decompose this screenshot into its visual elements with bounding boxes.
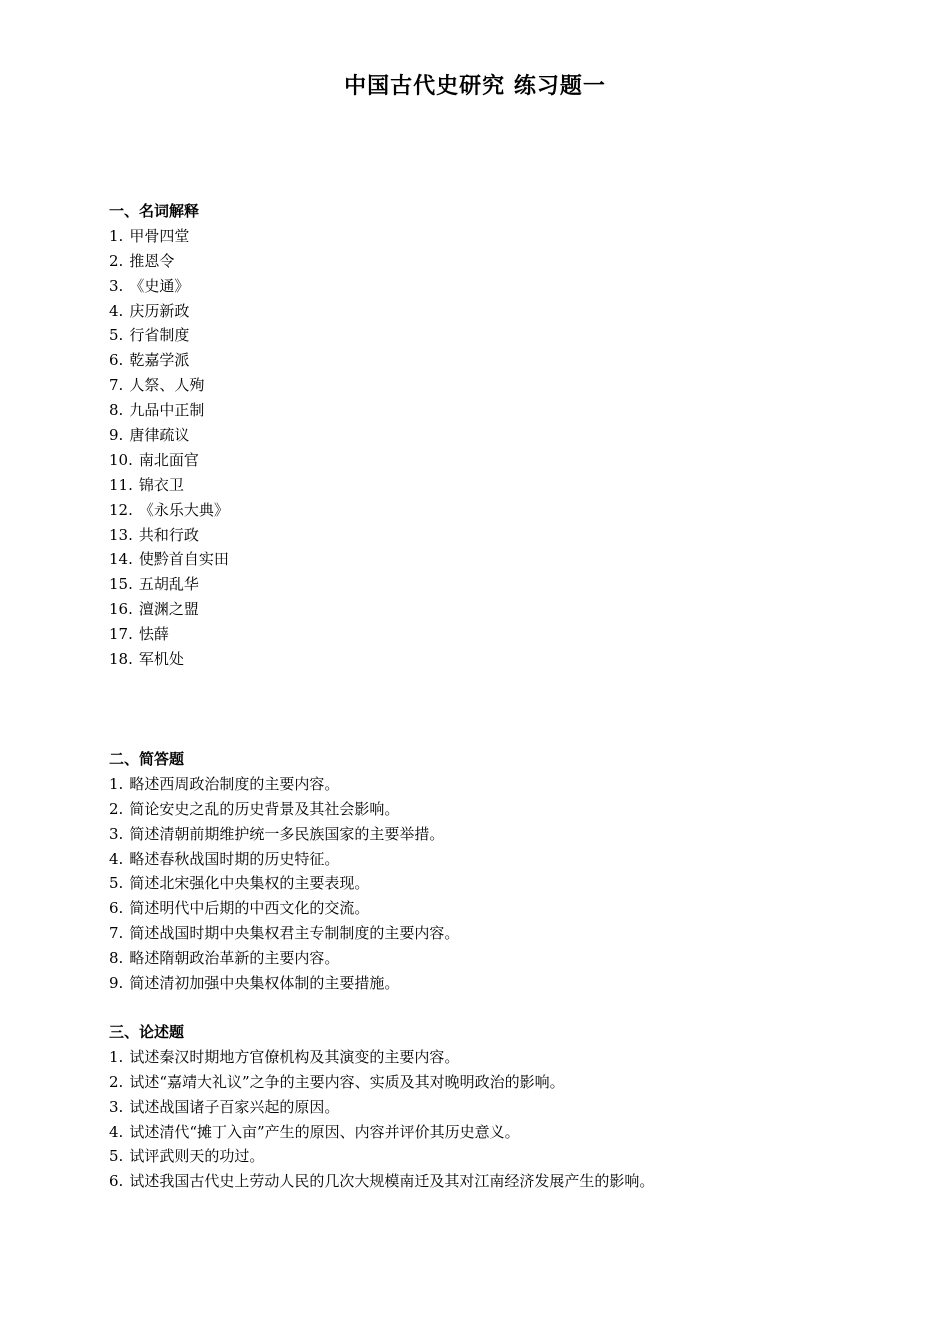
item-number: 5. <box>109 1147 124 1166</box>
question-list <box>109 224 889 672</box>
item-text: 怯薛 <box>138 625 169 644</box>
item-text: 使黔首自实田 <box>138 550 229 569</box>
list-item <box>109 971 889 996</box>
list-item <box>109 423 889 448</box>
item-text: 唐律疏议 <box>129 426 190 445</box>
item-text: 共和行政 <box>138 525 199 544</box>
list-item <box>109 323 889 348</box>
list-item <box>109 1045 889 1070</box>
item-number: 2. <box>109 251 124 270</box>
list-item <box>109 847 889 872</box>
list-item <box>109 547 889 572</box>
item-text: 试述我国古代史上劳动人民的几次大规模南迁及其对江南经济发展产生的影响。 <box>129 1172 655 1191</box>
item-number: 16. <box>109 600 133 619</box>
item-text: 行省制度 <box>129 326 190 345</box>
item-number: 9. <box>109 426 124 445</box>
list-item <box>109 871 889 896</box>
item-text: 庆历新政 <box>129 301 190 320</box>
item-text: 乾嘉学派 <box>129 351 190 370</box>
item-text: 简论安史之乱的历史背景及其社会影响。 <box>129 799 400 818</box>
item-number: 1. <box>109 1047 124 1066</box>
item-text: 试述秦汉时期地方官僚机构及其演变的主要内容。 <box>129 1047 460 1066</box>
item-text: 简述清朝前期维护统一多民族国家的主要举措。 <box>129 824 445 843</box>
item-text: 军机处 <box>138 650 184 669</box>
item-number: 11. <box>109 475 133 494</box>
item-text: 简述清初加强中央集权体制的主要措施。 <box>129 974 400 993</box>
list-item <box>109 274 889 299</box>
list-item <box>109 473 889 498</box>
list-item <box>109 1144 889 1169</box>
item-number: 2. <box>109 1072 124 1091</box>
list-item <box>109 398 889 423</box>
item-text: 锦衣卫 <box>138 475 184 494</box>
item-number: 4. <box>109 1122 124 1141</box>
list-item <box>109 373 889 398</box>
item-text: 《史通》 <box>129 276 190 295</box>
list-item <box>109 249 889 274</box>
section-heading: 三、论述题 <box>109 1023 185 1041</box>
list-item <box>109 224 889 249</box>
item-number: 4. <box>109 849 124 868</box>
item-text: 试述清代“摊丁入亩”产生的原因、内容并评价其历史意义。 <box>129 1122 520 1141</box>
item-text: 《永乐大典》 <box>138 500 229 519</box>
item-number: 3. <box>109 1097 124 1116</box>
item-text: 简述战国时期中央集权君主专制制度的主要内容。 <box>129 924 460 943</box>
list-item <box>109 448 889 473</box>
item-text: 试述“嘉靖大礼议”之争的主要内容、实质及其对晚明政治的影响。 <box>129 1072 565 1091</box>
page-title: 中国古代史研究 练习题一 <box>344 74 606 99</box>
item-text: 人祭、人殉 <box>129 376 205 395</box>
section-heading: 二、简答题 <box>109 750 185 768</box>
list-item <box>109 946 889 971</box>
item-text: 试述战国诸子百家兴起的原因。 <box>129 1097 340 1116</box>
item-text: 简述明代中后期的中西文化的交流。 <box>129 899 370 918</box>
item-number: 15. <box>109 575 133 594</box>
item-number: 7. <box>109 376 124 395</box>
item-number: 6. <box>109 351 124 370</box>
item-number: 9. <box>109 974 124 993</box>
list-item <box>109 797 889 822</box>
item-text: 九品中正制 <box>129 401 205 420</box>
list-item <box>109 348 889 373</box>
list-item <box>109 597 889 622</box>
list-item <box>109 921 889 946</box>
list-item <box>109 1095 889 1120</box>
item-number: 3. <box>109 276 124 295</box>
list-item <box>109 622 889 647</box>
list-item <box>109 1070 889 1095</box>
item-number: 2. <box>109 799 124 818</box>
list-item <box>109 1169 889 1194</box>
item-text: 甲骨四堂 <box>129 226 190 245</box>
item-number: 6. <box>109 899 124 918</box>
question-list <box>109 772 889 996</box>
question-list <box>109 1045 889 1194</box>
item-text: 南北面官 <box>138 450 199 469</box>
list-item <box>109 822 889 847</box>
list-item <box>109 772 889 797</box>
item-number: 5. <box>109 326 124 345</box>
item-text: 略述隋朝政治革新的主要内容。 <box>129 949 340 968</box>
item-number: 13. <box>109 525 133 544</box>
item-number: 18. <box>109 650 133 669</box>
item-text: 简述北宋强化中央集权的主要表现。 <box>129 874 370 893</box>
item-number: 7. <box>109 924 124 943</box>
section-short-answer <box>109 747 889 996</box>
section-heading: 一、名词解释 <box>109 202 200 220</box>
section-essay <box>109 1020 889 1194</box>
item-number: 8. <box>109 949 124 968</box>
item-number: 6. <box>109 1172 124 1191</box>
item-number: 8. <box>109 401 124 420</box>
item-text: 略述春秋战国时期的历史特征。 <box>129 849 340 868</box>
list-item <box>109 299 889 324</box>
list-item <box>109 647 889 672</box>
item-text: 略述西周政治制度的主要内容。 <box>129 774 340 793</box>
item-number: 3. <box>109 824 124 843</box>
item-number: 4. <box>109 301 124 320</box>
item-number: 1. <box>109 774 124 793</box>
item-number: 12. <box>109 500 133 519</box>
list-item <box>109 896 889 921</box>
item-number: 5. <box>109 874 124 893</box>
item-text: 推恩令 <box>129 251 175 270</box>
list-item <box>109 498 889 523</box>
item-number: 1. <box>109 226 124 245</box>
list-item <box>109 572 889 597</box>
item-number: 14. <box>109 550 133 569</box>
item-text: 试评武则天的功过。 <box>129 1147 265 1166</box>
item-text: 五胡乱华 <box>138 575 199 594</box>
item-number: 17. <box>109 625 133 644</box>
list-item <box>109 1120 889 1145</box>
item-number: 10. <box>109 450 133 469</box>
list-item <box>109 523 889 548</box>
section-terms <box>109 199 889 672</box>
item-text: 澶渊之盟 <box>138 600 199 619</box>
